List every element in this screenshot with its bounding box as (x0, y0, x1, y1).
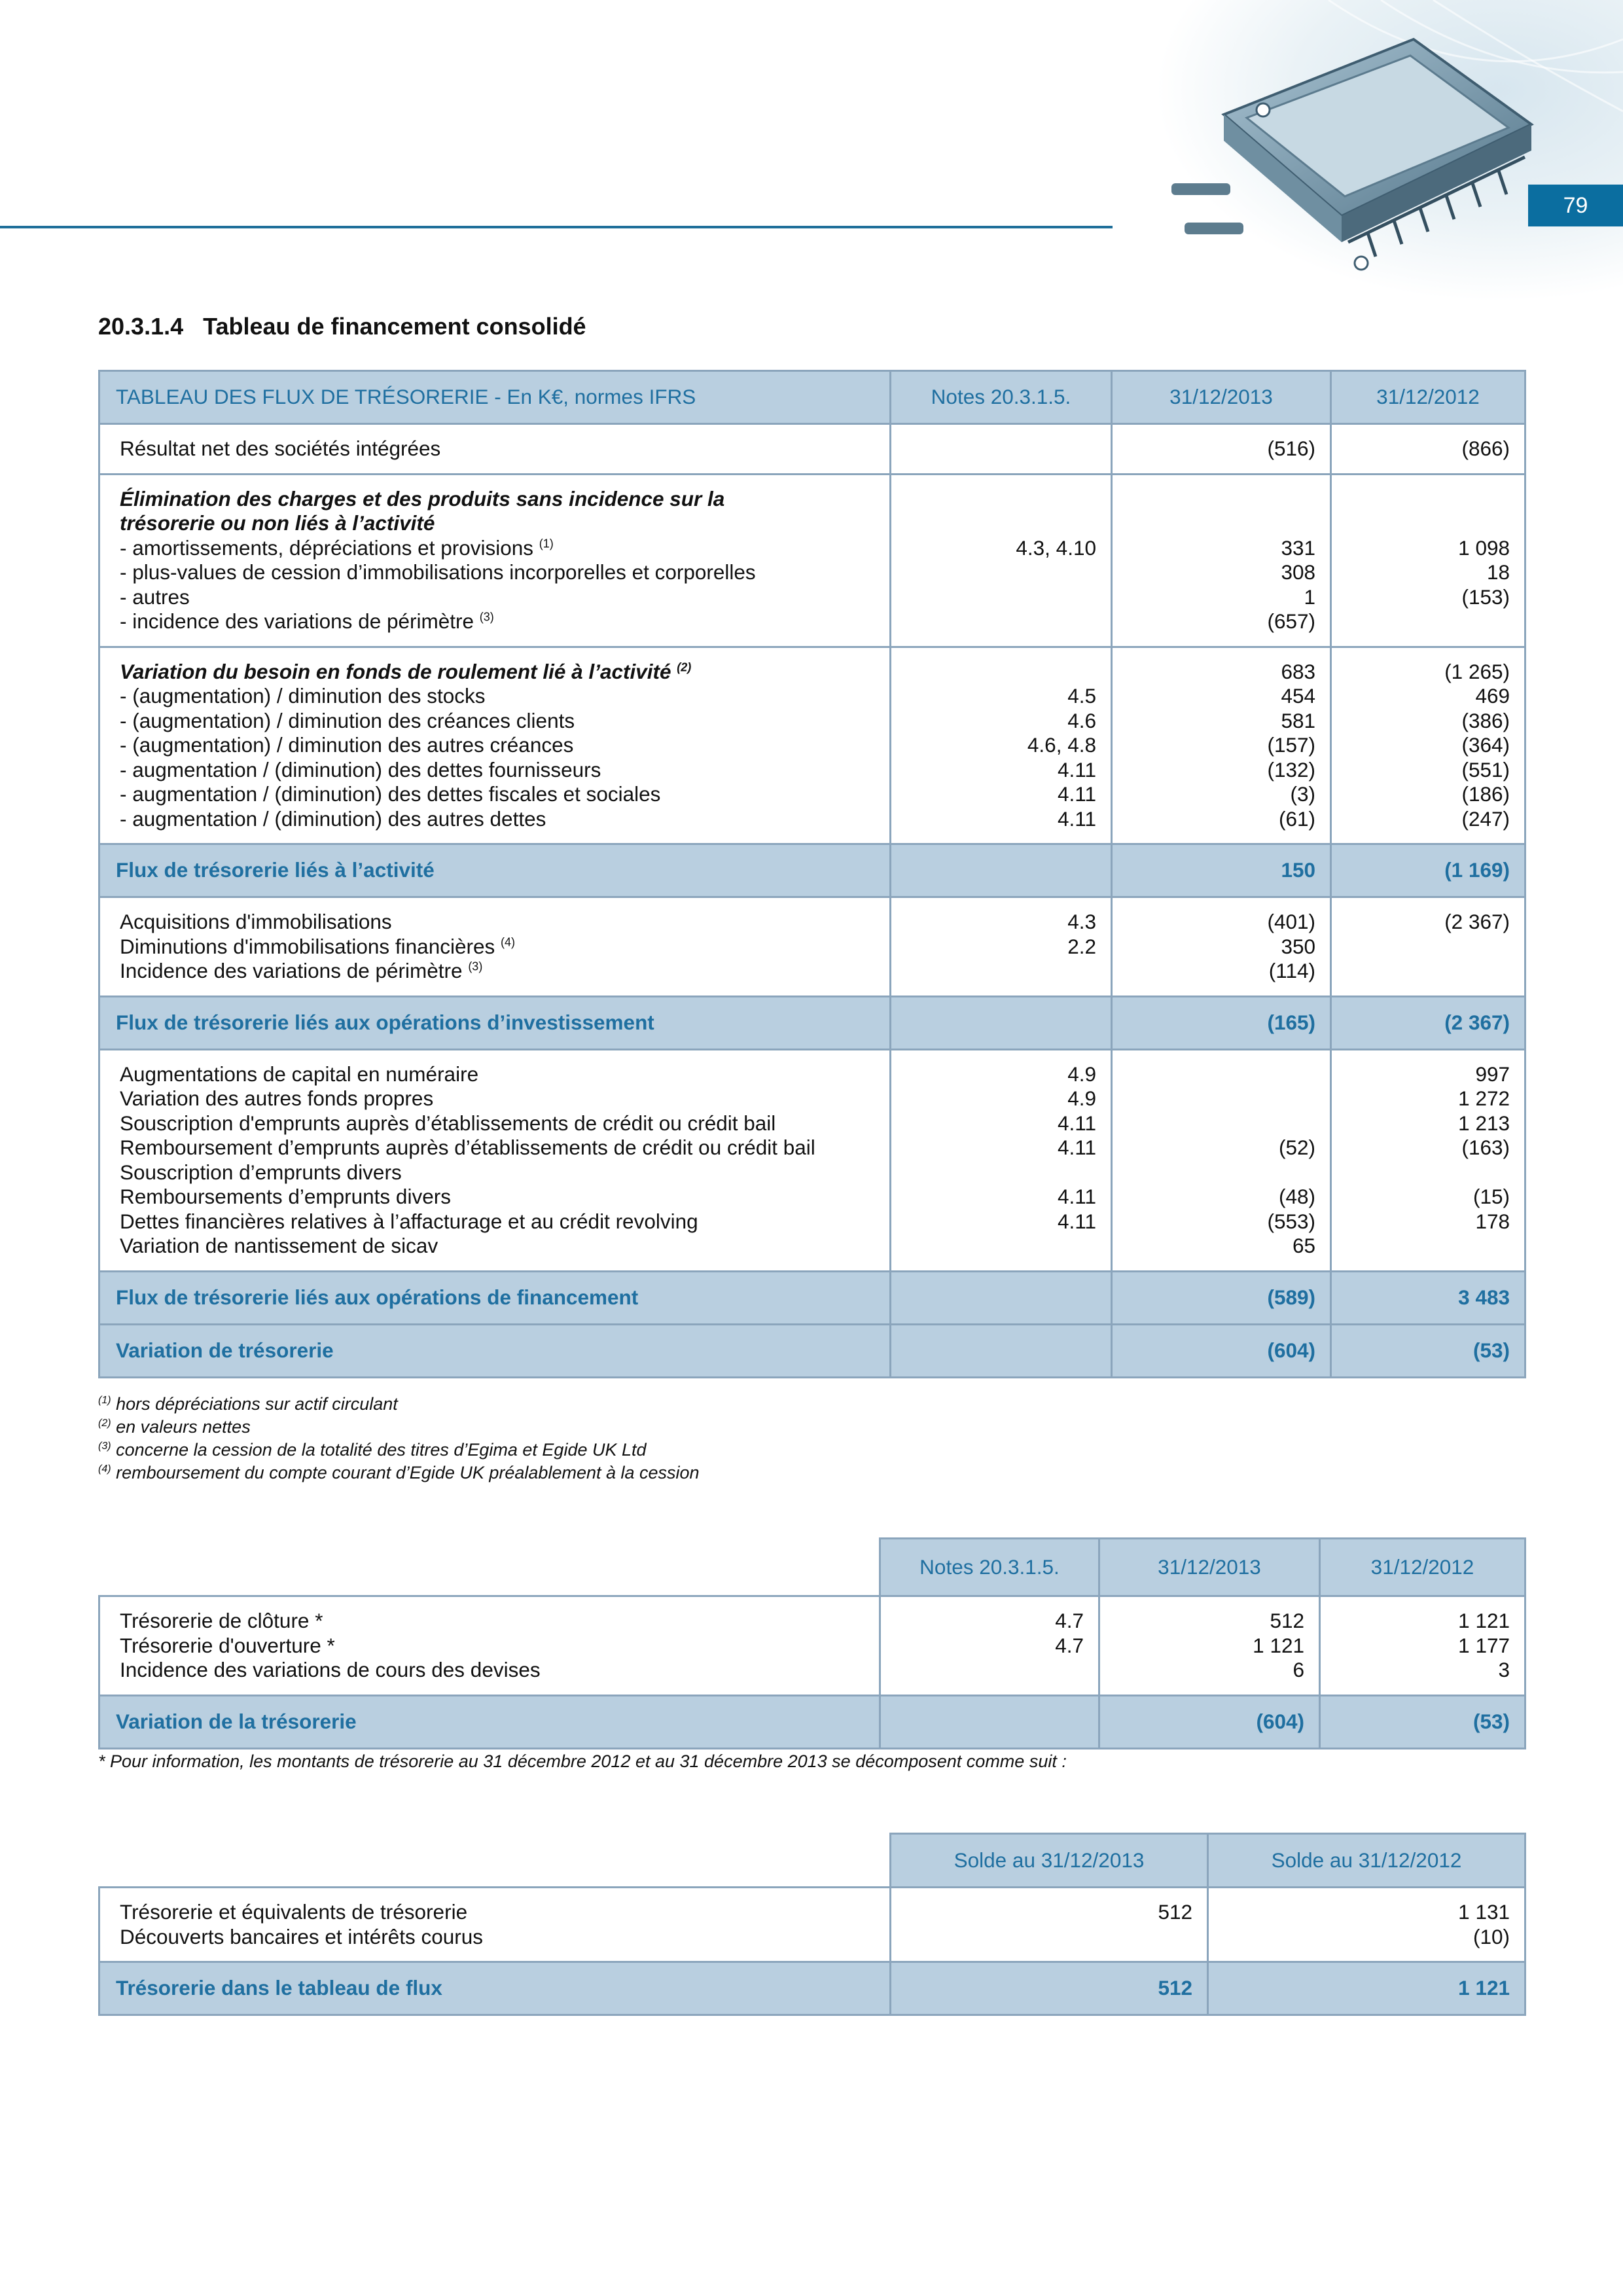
row-label (120, 560, 876, 585)
total-2012: (53) (1331, 1324, 1525, 1377)
row-label-text: Souscription d'emprunts auprès d’établissements de crédit ou crédit bail (120, 1111, 776, 1135)
row-notes: 4.11 (1058, 782, 1096, 806)
table-header-row (99, 1834, 1525, 1888)
row-value-2012 (1332, 511, 1510, 536)
label-cell (99, 474, 891, 647)
row-value-2012: (1 265) (1444, 659, 1510, 683)
footnote-text: concerne la cession de la totalité des titres d’Egima et Egide UK Ltd (116, 1440, 647, 1460)
footnote-item (98, 1439, 700, 1462)
row-value-2012: 469 (1475, 684, 1510, 708)
value-2013-cell (891, 1888, 1208, 1962)
row-label (120, 1210, 876, 1234)
total-2012: (1 169) (1331, 844, 1525, 897)
row-label: Incidence des variations de cours des devises (120, 1658, 541, 1681)
row-value-2012: 1 098 (1458, 535, 1510, 560)
table-row-group (99, 1049, 1525, 1271)
total-2013: (604) (1099, 1695, 1320, 1748)
table-row-group (99, 647, 1525, 844)
row-label-text: Dettes financières relatives à l’affacturage et au crédit revolving (120, 1209, 698, 1233)
row-label-text: - augmentation / (diminution) des dettes fournisseurs (120, 757, 601, 781)
row-label-text: - amortissements, dépréciations et provisions (120, 535, 534, 560)
row-value-2012 (1332, 1234, 1510, 1259)
col-2012-header: 31/12/2012 (1331, 371, 1525, 424)
row-value-2013: 454 (1281, 684, 1315, 708)
treasury-breakdown-table (98, 1833, 1526, 2016)
row-value-2013: 65 (1292, 1234, 1315, 1257)
row-value-2012: (153) (1461, 584, 1510, 609)
row-notes: 4.5 (1067, 684, 1096, 708)
row-label (120, 511, 876, 536)
row-label-text: Variation du besoin en fonds de roulement lié à l’activité (120, 659, 671, 683)
total-2013: 512 (891, 1962, 1208, 2015)
row-notes: 4.6, 4.8 (1027, 733, 1096, 757)
row-value-2012: 997 (1475, 1062, 1510, 1086)
row-notes: 4.6 (1067, 708, 1096, 732)
total-2013: (589) (1112, 1271, 1331, 1324)
value-2012-cell (1331, 474, 1525, 647)
row-notes: 4.7 (1055, 1633, 1084, 1657)
row-value-2013: (516) (1267, 437, 1315, 460)
row-notes (891, 660, 1096, 685)
row-value-2012: 178 (1475, 1209, 1510, 1233)
row-value-2012: (186) (1461, 782, 1510, 806)
total-2013: 150 (1112, 844, 1331, 897)
footnote-mark: (3) (98, 1441, 111, 1452)
footnote-text: en valeurs nettes (116, 1417, 251, 1437)
row-value-2012 (1332, 959, 1510, 984)
row-label-text: - (augmentation) / diminution des créances clients (120, 708, 575, 732)
row-notes: 4.11 (1058, 1111, 1096, 1135)
row-value-2013: (52) (1278, 1136, 1315, 1159)
total-label: Variation de trésorerie (99, 1324, 891, 1377)
row-label (120, 1111, 876, 1136)
total-2013: (604) (1112, 1324, 1331, 1377)
row-value-2013 (1113, 1160, 1315, 1185)
row-value-2013: (132) (1267, 757, 1315, 781)
row-notes: 4.3 (1067, 910, 1096, 933)
row-value-2013: (48) (1278, 1185, 1315, 1208)
row-label (120, 536, 876, 561)
total-2012: 3 483 (1331, 1271, 1525, 1324)
row-notes: 4.11 (1058, 1185, 1096, 1208)
value-2012-cell (1331, 424, 1525, 475)
label-cell (99, 647, 891, 844)
row-notes (891, 585, 1096, 610)
section-title-text: Tableau de financement consolidé (203, 313, 586, 340)
row-label-text: Variation des autres fonds propres (120, 1086, 434, 1110)
total-2012: (2 367) (1331, 996, 1525, 1049)
row-value-2012: (386) (1461, 708, 1510, 732)
footnote-item (98, 1462, 700, 1484)
row-value-2012: 1 272 (1458, 1086, 1510, 1110)
table-row-group (99, 1888, 1525, 1962)
notes-cell (891, 424, 1112, 475)
row-value-2013: 350 (1281, 934, 1315, 958)
total-row (99, 1271, 1525, 1324)
footnotes (98, 1393, 700, 1484)
row-value-2012: 1 131 (1458, 1900, 1510, 1924)
value-2013-cell (1099, 1596, 1320, 1696)
row-value-2012: 18 (1486, 560, 1510, 584)
row-notes: 2.2 (1067, 934, 1096, 958)
row-label (120, 1086, 876, 1111)
table-header-row (99, 371, 1525, 424)
row-label-text: trésorerie ou non liés à l’activité (120, 511, 435, 535)
row-value-2013: 581 (1281, 708, 1315, 732)
row-notes (891, 1234, 1096, 1259)
row-value-2013: (114) (1268, 959, 1315, 982)
row-label (120, 758, 876, 783)
row-label (120, 585, 876, 610)
row-value-2013: (3) (1290, 782, 1315, 806)
table-row-group (99, 424, 1525, 475)
notes-cell (891, 647, 1112, 844)
row-value-2012: 1 177 (1458, 1633, 1510, 1657)
footnote-ref: (2) (677, 660, 692, 673)
row-value-2012 (1332, 609, 1510, 634)
col-2012-header: 31/12/2012 (1320, 1539, 1525, 1596)
row-value-2012: (866) (1461, 437, 1510, 460)
notes-cell (880, 1596, 1099, 1696)
row-label (120, 1062, 876, 1087)
table-row-group (99, 1596, 1525, 1696)
row-notes: 4.9 (1067, 1086, 1096, 1110)
row-label-text: - plus-values de cession d’immobilisations incorporelles et corporelles (120, 560, 756, 584)
table-header-row (99, 1539, 1525, 1596)
row-value-2013 (1113, 1062, 1315, 1087)
row-notes (891, 487, 1096, 512)
row-value-2012: (10) (1472, 1924, 1510, 1948)
row-value-2013 (1113, 511, 1315, 536)
value-2012-cell (1320, 1596, 1525, 1696)
row-value-2012: 1 213 (1458, 1111, 1510, 1135)
total-notes (891, 1271, 1112, 1324)
total-notes (891, 844, 1112, 897)
row-label (120, 487, 876, 512)
label-cell (99, 1888, 891, 1962)
value-2012-cell (1331, 1049, 1525, 1271)
total-label: Flux de trésorerie liés aux opérations de financement (99, 1271, 891, 1324)
table-row-group (99, 474, 1525, 647)
total-label: Variation de la trésorerie (99, 1695, 880, 1748)
total-2012: (53) (1320, 1695, 1525, 1748)
row-label-text: - augmentation / (diminution) des dettes fiscales et sociales (120, 782, 661, 806)
footnote-ref: (1) (539, 537, 554, 550)
row-value-2013: 512 (1270, 1609, 1304, 1632)
total-row (99, 844, 1525, 897)
table-row-group (99, 897, 1525, 997)
value-2013-cell (1112, 647, 1331, 844)
section-number: 20.3.1.4 (98, 313, 184, 340)
total-2012: 1 121 (1208, 1962, 1525, 2015)
row-label (120, 437, 876, 461)
total-notes (891, 1324, 1112, 1377)
row-label-text: Diminutions d'immobilisations financières (120, 934, 495, 958)
row-label-text: Remboursement d’emprunts auprès d’établissements de crédit ou crédit bail (120, 1136, 815, 1159)
total-label: Flux de trésorerie liés aux opérations d’investissement (99, 996, 891, 1049)
row-value-2012: (247) (1461, 806, 1510, 831)
row-value-2013: 1 (1304, 584, 1315, 609)
row-label-text: - incidence des variations de périmètre (120, 609, 474, 633)
col-label-header: TABLEAU DES FLUX DE TRÉSORERIE - En K€, normes IFRS (99, 371, 891, 424)
row-value-2012 (1332, 487, 1510, 512)
row-value-2013 (891, 1925, 1192, 1950)
row-notes (891, 437, 1096, 461)
footnote-item (98, 1416, 700, 1439)
col-2013-header: 31/12/2013 (1112, 371, 1331, 424)
row-value-2013: (401) (1267, 910, 1315, 933)
value-2012-cell (1331, 897, 1525, 997)
value-2013-cell (1112, 1049, 1331, 1271)
row-value-2013: 331 (1281, 535, 1315, 560)
row-value-2013 (1113, 1086, 1315, 1111)
row-label-text: Remboursements d’emprunts divers (120, 1185, 451, 1208)
row-value-2013: (61) (1278, 806, 1315, 831)
footnote-mark: (4) (98, 1463, 111, 1475)
row-label (120, 733, 876, 758)
row-label (120, 1185, 876, 1210)
treasury-note: * Pour information, les montants de trésorerie au 31 décembre 2012 et au 31 décembre 2013 se décomposent comme suit : (98, 1751, 1067, 1771)
col-2013-header: 31/12/2013 (1099, 1539, 1320, 1596)
row-notes (881, 1658, 1084, 1683)
footnote-ref: (4) (501, 935, 516, 948)
row-notes: 4.11 (1058, 806, 1096, 831)
col-2012-balance-header: Solde au 31/12/2012 (1208, 1834, 1525, 1888)
row-label (120, 959, 876, 984)
total-label: Trésorerie dans le tableau de flux (99, 1962, 891, 2015)
row-label-text: Acquisitions d'immobilisations (120, 910, 392, 933)
row-label (120, 684, 876, 709)
label-cell (99, 1049, 891, 1271)
notes-cell (891, 474, 1112, 647)
row-notes (891, 511, 1096, 536)
notes-cell (891, 897, 1112, 997)
header-rule (0, 226, 1113, 228)
row-label (120, 910, 876, 935)
row-label: Trésorerie et équivalents de trésorerie (120, 1900, 468, 1924)
row-label (120, 807, 876, 832)
total-row (99, 996, 1525, 1049)
value-2012-cell (1208, 1888, 1525, 1962)
row-notes: 4.9 (1067, 1062, 1096, 1086)
row-label (120, 935, 876, 960)
row-value-2013: (157) (1267, 733, 1315, 757)
row-value-2012: 3 (1498, 1658, 1510, 1681)
total-row (99, 1695, 1525, 1748)
total-row (99, 1962, 1525, 2015)
row-value-2013: 683 (1281, 659, 1315, 683)
value-2012-cell (1331, 647, 1525, 844)
notes-cell (891, 1049, 1112, 1271)
row-label-text: Souscription d’emprunts divers (120, 1160, 402, 1184)
row-label (120, 1234, 876, 1259)
row-value-2012 (1332, 935, 1510, 960)
total-2013: (165) (1112, 996, 1331, 1049)
row-label (120, 1136, 876, 1160)
row-value-2012: 1 121 (1458, 1609, 1510, 1632)
row-label: Trésorerie d'ouverture * (120, 1633, 335, 1657)
row-value-2013: 308 (1281, 560, 1315, 584)
row-notes (891, 609, 1096, 634)
row-label: Découverts bancaires et intérêts courus (120, 1924, 484, 1948)
total-label: Flux de trésorerie liés à l’activité (99, 844, 891, 897)
value-2013-cell (1112, 474, 1331, 647)
label-cell (99, 424, 891, 475)
row-value-2013: (657) (1267, 609, 1315, 633)
col-notes-header: Notes 20.3.1.5. (891, 371, 1112, 424)
value-2013-cell (1112, 424, 1331, 475)
footnote-item (98, 1393, 700, 1416)
row-notes (891, 560, 1096, 585)
row-value-2013: 6 (1293, 1658, 1304, 1681)
row-value-2013: 1 121 (1253, 1633, 1304, 1657)
section-title (98, 313, 586, 340)
row-value-2013 (1113, 1111, 1315, 1136)
footnote-ref: (3) (468, 960, 483, 973)
row-notes: 4.3, 4.10 (1016, 535, 1096, 560)
footnote-text: hors dépréciations sur actif circulant (116, 1394, 398, 1414)
col-2013-balance-header: Solde au 31/12/2013 (891, 1834, 1208, 1888)
total-notes (880, 1695, 1099, 1748)
total-row (99, 1324, 1525, 1377)
row-label-text: Augmentations de capital en numéraire (120, 1062, 479, 1086)
row-value-2012: (163) (1461, 1136, 1510, 1159)
row-label (120, 782, 876, 807)
row-notes: 4.11 (1058, 1209, 1096, 1233)
value-2013-cell (1112, 897, 1331, 997)
row-value-2012 (1332, 1160, 1510, 1185)
footnote-mark: (1) (98, 1395, 111, 1406)
row-value-2013: 512 (1158, 1900, 1192, 1924)
row-value-2012: (2 367) (1444, 910, 1510, 933)
row-label-text: - (augmentation) / diminution des autres créances (120, 733, 574, 757)
row-notes: 4.7 (1055, 1609, 1084, 1632)
label-cell (99, 1596, 880, 1696)
row-label-text: - (augmentation) / diminution des stocks (120, 684, 486, 708)
footnote-ref: (3) (479, 610, 494, 624)
row-value-2013: (553) (1267, 1209, 1315, 1233)
row-label-text: - augmentation / (diminution) des autres dettes (120, 806, 546, 831)
total-notes (891, 996, 1112, 1049)
row-label (120, 660, 876, 685)
row-label-text: - autres (120, 584, 190, 609)
footnote-mark: (2) (98, 1418, 111, 1429)
row-notes (891, 1160, 1096, 1185)
row-value-2012: (364) (1461, 733, 1510, 757)
row-value-2012: (15) (1472, 1185, 1510, 1208)
row-notes: 4.11 (1058, 757, 1096, 781)
col-notes-header: Notes 20.3.1.5. (880, 1539, 1099, 1596)
row-label-text: Résultat net des sociétés intégrées (120, 437, 441, 460)
row-value-2012: (551) (1461, 757, 1510, 781)
row-label-text: Incidence des variations de périmètre (120, 959, 463, 982)
row-notes: 4.11 (1058, 1136, 1096, 1159)
electronic-package-illustration (1132, 0, 1623, 301)
row-notes (891, 959, 1096, 984)
treasury-variation-table (98, 1537, 1526, 1749)
page-number: 79 (1528, 185, 1623, 226)
row-value-2013 (1113, 487, 1315, 512)
cash-flow-table (98, 370, 1526, 1378)
row-label-text: Variation de nantissement de sicav (120, 1234, 438, 1257)
label-cell (99, 897, 891, 997)
row-label: Trésorerie de clôture * (120, 1609, 323, 1632)
row-label (120, 1160, 876, 1185)
row-label (120, 709, 876, 734)
footnote-text: remboursement du compte courant d’Egide UK préalablement à la cession (116, 1463, 700, 1482)
row-label-text: Élimination des charges et des produits sans incidence sur la (120, 486, 725, 511)
row-label (120, 609, 876, 634)
